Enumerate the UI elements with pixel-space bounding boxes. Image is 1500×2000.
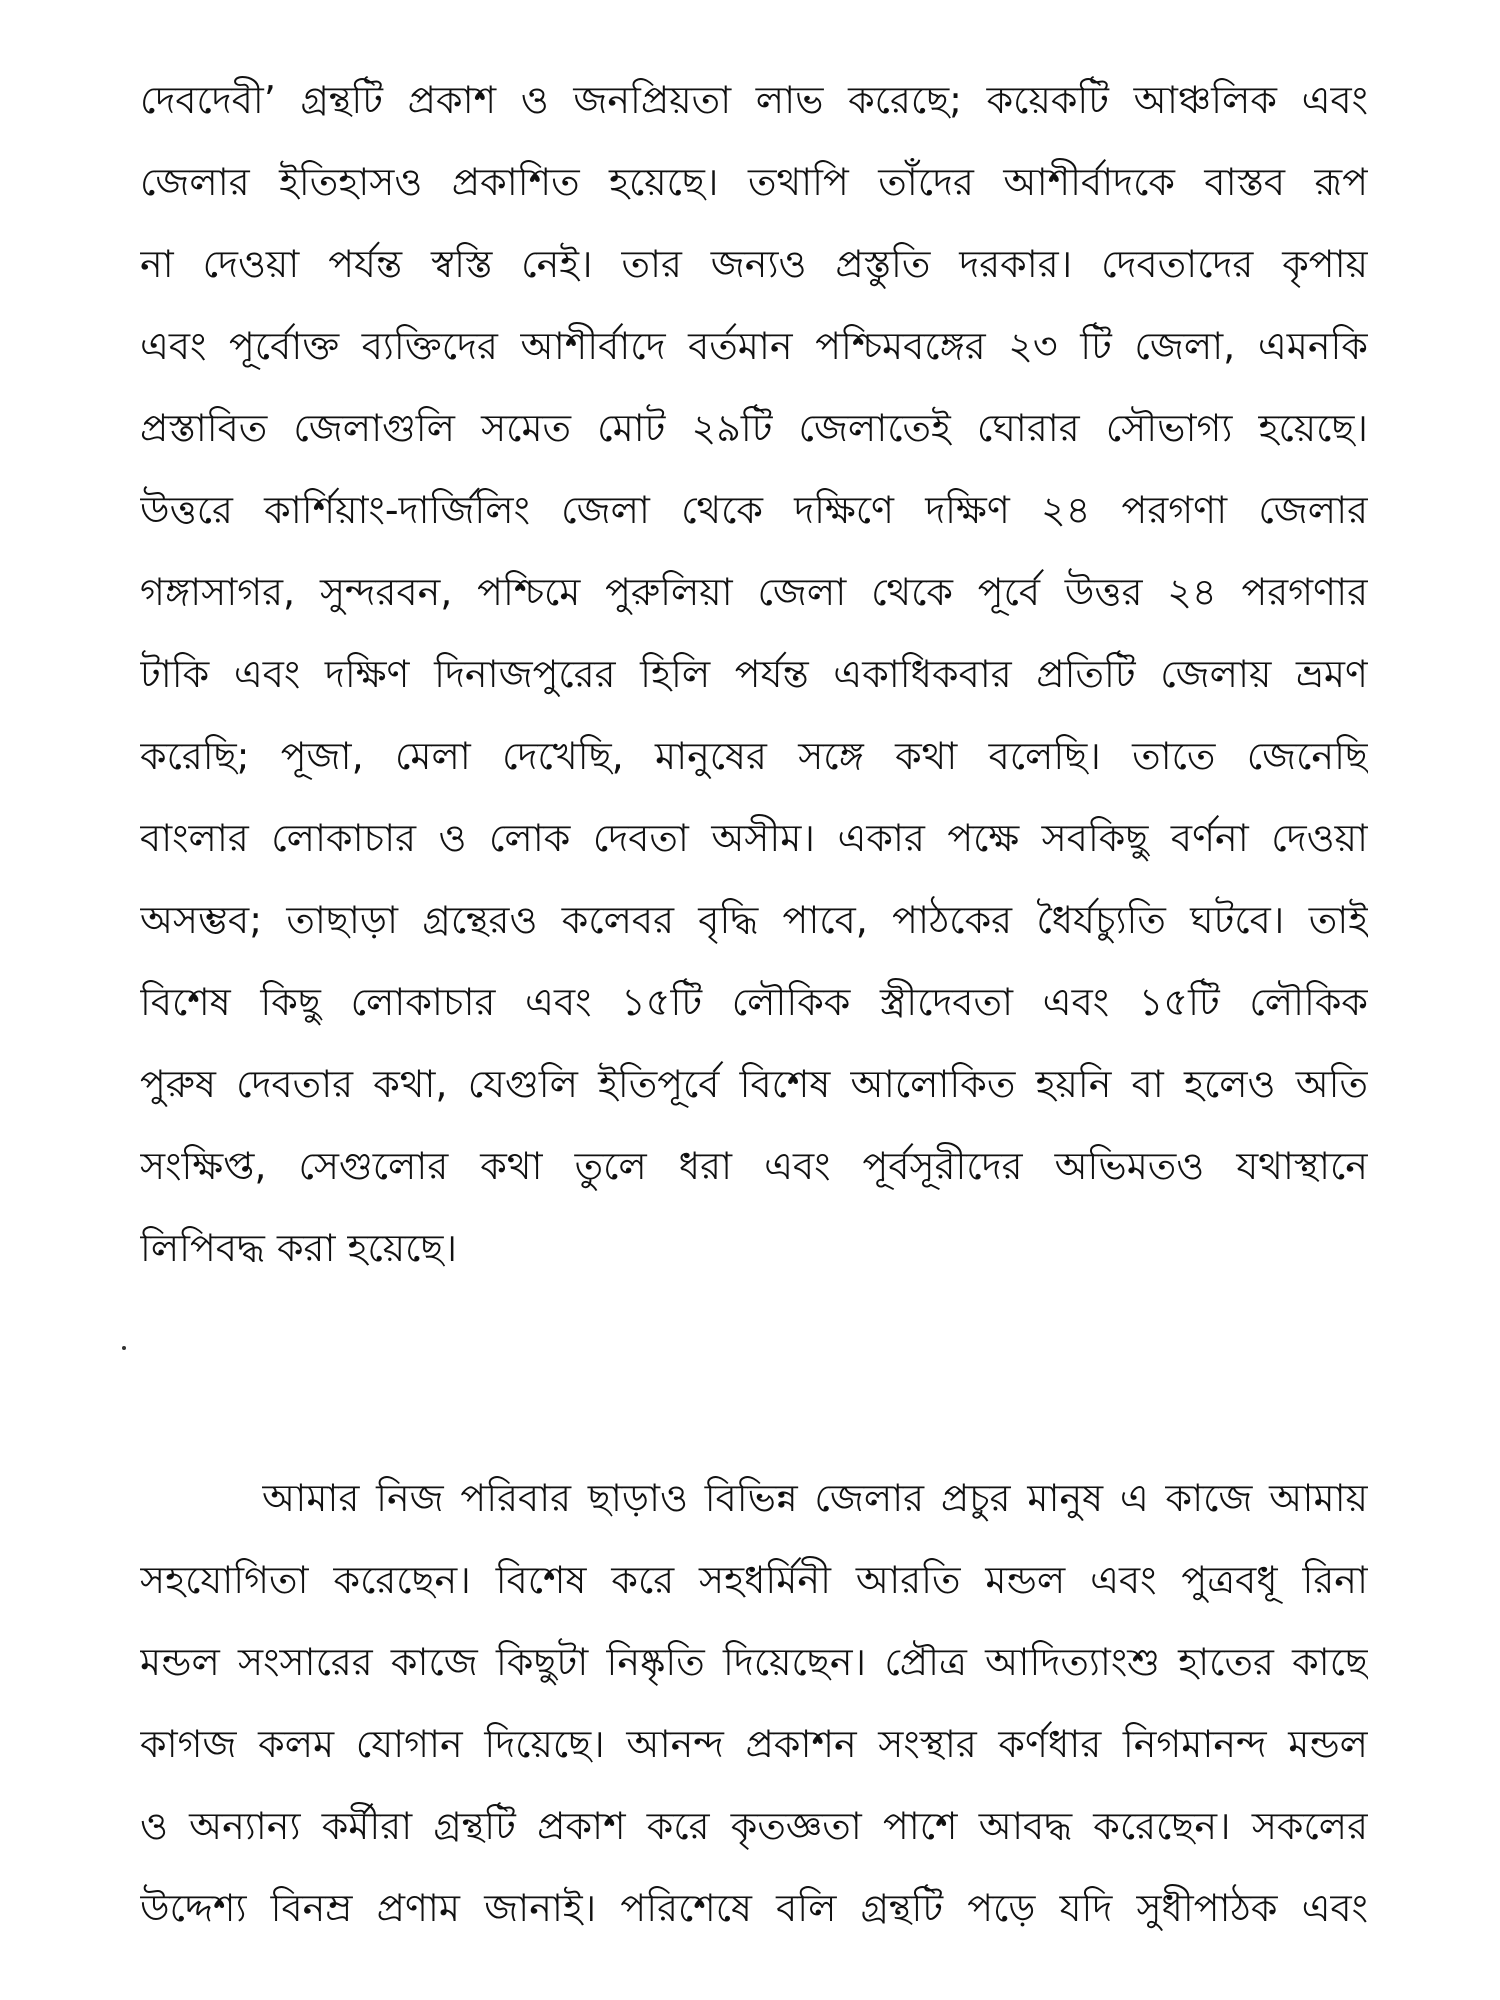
paragraph-1-line-11: অসম্ভব; তাছাড়া গ্রন্থেরও কলেবর বৃদ্ধি পাবে, পাঠকের ধৈর্যচ্যুতি ঘটবে। তাই	[140, 898, 1368, 942]
paragraph-1-line-8: টাকি এবং দক্ষিণ দিনাজপুরের হিলি পর্যন্ত একাধিকবার প্রতিটি জেলায় ভ্রমণ	[140, 652, 1368, 696]
paragraph-2-line-2: সহযোগিতা করেছেন। বিশেষ করে সহধর্মিনী আরতি মন্ডল এবং পুত্রবধূ রিনা	[140, 1558, 1368, 1602]
paragraph-1-line-12: বিশেষ কিছু লোকাচার এবং ১৫টি লৌকিক স্ত্রীদেবতা এবং ১৫টি লৌকিক	[140, 980, 1368, 1024]
paragraph-1-line-1: দেবদেবী’ গ্রন্থটি প্রকাশ ও জনপ্রিয়তা লাভ করেছে; কয়েকটি আঞ্চলিক এবং	[140, 78, 1368, 122]
paragraph-1-line-9: করেছি; পূজা, মেলা দেখেছি, মানুষের সঙ্গে কথা বলেছি। তাতে জেনেছি	[140, 734, 1368, 778]
paragraph-2-line-3: মন্ডল সংসারের কাজে কিছুটা নিষ্কৃতি দিয়েছেন। প্রৌত্র আদিত্যাংশু হাতের কাছে	[140, 1640, 1368, 1684]
paragraph-1-line-5: প্রস্তাবিত জেলাগুলি সমেত মোট ২৯টি জেলাতেই ঘোরার সৌভাগ্য হয়েছে।	[140, 406, 1368, 450]
paragraph-1-line-2: জেলার ইতিহাসও প্রকাশিত হয়েছে। তথাপি তাঁদের আশীর্বাদকে বাস্তব রূপ	[140, 160, 1368, 204]
paragraph-2-line-5: ও অন্যান্য কর্মীরা গ্রন্থটি প্রকাশ করে কৃতজ্ঞতা পাশে আবদ্ধ করেছেন। সকলের	[140, 1804, 1368, 1848]
stray-dot	[122, 1346, 126, 1350]
paragraph-1-line-4: এবং পূর্বোক্ত ব্যক্তিদের আশীর্বাদে বর্তমান পশ্চিমবঙ্গের ২৩ টি জেলা, এমনকি	[140, 324, 1368, 368]
paragraph-1-line-10: বাংলার লোকাচার ও লোক দেবতা অসীম। একার পক্ষে সবকিছু বর্ণনা দেওয়া	[140, 816, 1368, 860]
paragraph-1-line-6: উত্তরে কার্শিয়াং-দার্জিলিং জেলা থেকে দক্ষিণে দক্ষিণ ২৪ পরগণা জেলার	[140, 488, 1368, 532]
paragraph-2-line-1: আমার নিজ পরিবার ছাড়াও বিভিন্ন জেলার প্রচুর মানুষ এ কাজে আমায়	[262, 1476, 1368, 1520]
paragraph-1-line-14: সংক্ষিপ্ত, সেগুলোর কথা তুলে ধরা এবং পূর্বসূরীদের অভিমতও যথাস্থানে	[140, 1144, 1368, 1188]
paragraph-1-line-7: গঙ্গাসাগর, সুন্দরবন, পশ্চিমে পুরুলিয়া জেলা থেকে পূর্বে উত্তর ২৪ পরগণার	[140, 570, 1368, 614]
paragraph-1-line-13: পুরুষ দেবতার কথা, যেগুলি ইতিপূর্বে বিশেষ আলোকিত হয়নি বা হলেও অতি	[140, 1062, 1368, 1106]
paragraph-2-line-4: কাগজ কলম যোগান দিয়েছে। আনন্দ প্রকাশন সংস্থার কর্ণধার নিগমানন্দ মন্ডল	[140, 1722, 1368, 1766]
paragraph-1-line-15: লিপিবদ্ধ করা হয়েছে।	[140, 1226, 458, 1270]
paragraph-2-line-6: উদ্দেশ্য বিনম্র প্রণাম জানাই। পরিশেষে বলি গ্রন্থটি পড়ে যদি সুধীপাঠক এবং	[140, 1886, 1368, 1930]
paragraph-1-line-3: না দেওয়া পর্যন্ত স্বস্তি নেই। তার জন্যও প্রস্তুতি দরকার। দেবতাদের কৃপায়	[140, 242, 1368, 286]
